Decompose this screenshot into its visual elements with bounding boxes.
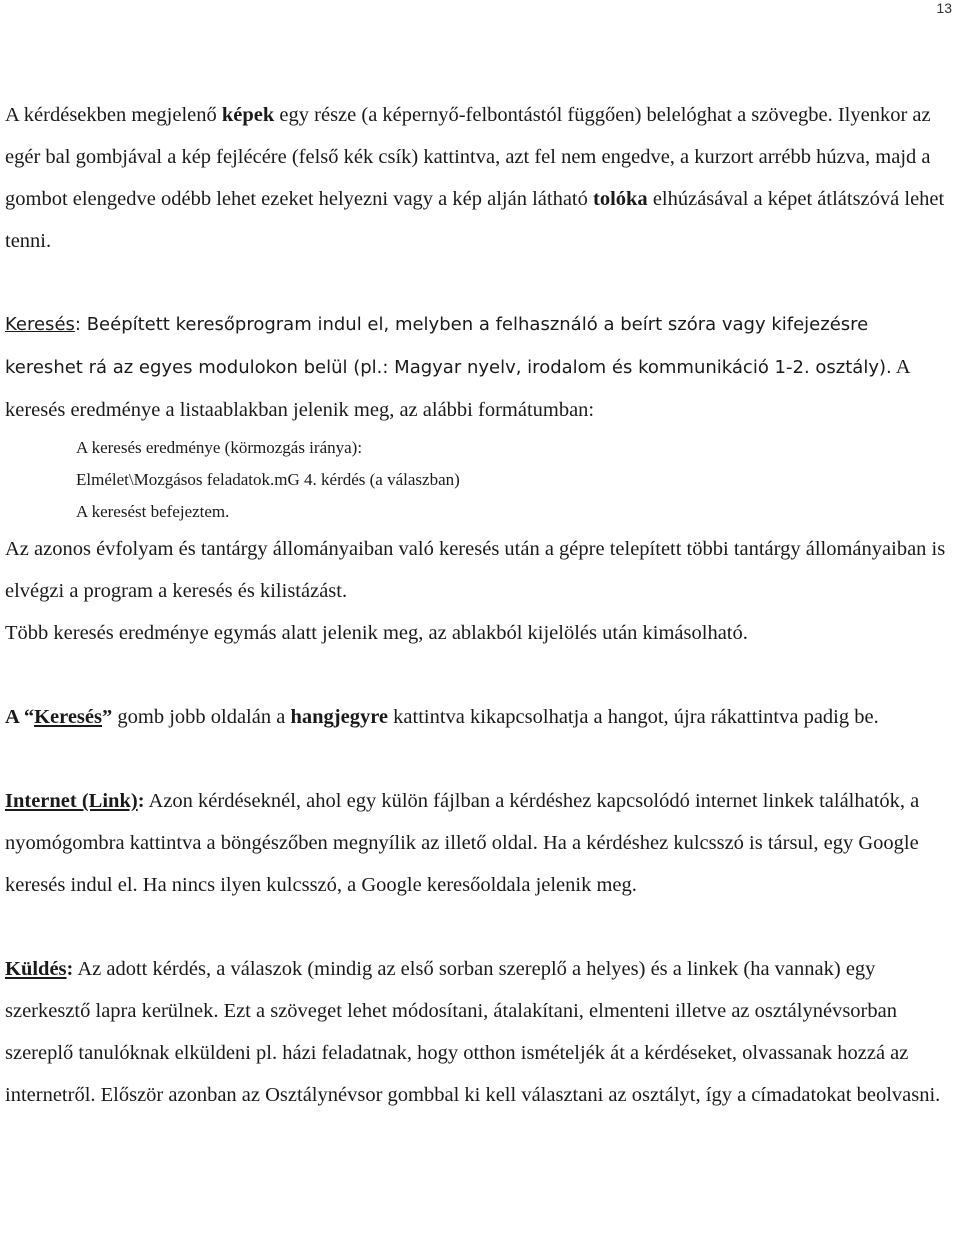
sound-paragraph: A “Keresés” gomb jobb oldalán a hangjegyre kattintva kikapcsolhatja a hangot, újra rákattintva padig be.: [5, 706, 879, 728]
search-other-subjects: Az azonos évfolyam és tantárgy állományaiban való keresés után a gépre telepített többi tantárgy állományaiban is elvégzi a program a keresés és kilistázást.: [5, 538, 946, 602]
result-line: Elmélet\Mozgásos feladatok.mG 4. kérdés (a válaszban): [76, 470, 460, 489]
document-body: [5, 94, 950, 1116]
keyword-note: hangjegyre: [290, 706, 389, 728]
search-heading: Keresés: [5, 314, 75, 335]
keyword-slider: tolóka: [593, 188, 648, 210]
page-number: 13: [936, 0, 952, 16]
images-paragraph: A kérdésekben megjelenő képek egy része (a képernyő-felbontástól függően) belelóghat a szövegbe. Ilyenkor az egér bal gombjával a kép fejlécére (felső kék csík) kattintva, azt fel nem engedve, a kurzort arrébb húzva, majd a gombot elengedve odébb lehet ezeket helyezni vagy a kép alján látható tolóka elhúzásával a képet átlátszóvá lehet tenni.: [5, 104, 945, 252]
internet-paragraph: Internet (Link): Azon kérdéseknél, ahol egy külön fájlban a kérdéshez kapcsolódó internet linkek találhatók, a nyomógombra kattintva a böngészőben megnyílik az illető oldal. Ha a kérdéshez kulcsszó is társul, egy Google keresés indul el. Ha nincs ilyen kulcsszó, a Google keresőoldala jelenik meg.: [5, 790, 920, 896]
result-line: A keresést befejeztem.: [76, 502, 230, 521]
search-button-ref: Keresés: [34, 706, 102, 728]
send-heading: Küldés: [5, 958, 67, 980]
send-paragraph: Küldés: Az adott kérdés, a válaszok (mindig az első sorban szereplő a helyes) és a linkek (ha vannak) egy szerkesztő lapra kerülnek. Ezt a szöveget lehet módosítani, átalakítani, elmenteni illetve az osztálynévsorban szereplő tanulóknak elküldeni pl. házi feladatnak, hogy otthon ismételjék át a kérdéseket, olvassanak hozzá az internetről. Először azonban az Osztálynévsor gombbal ki kell választani az osztályt, így a címadatokat beolvasni.: [5, 958, 941, 1106]
result-line: A keresés eredménye (körmozgás iránya):: [76, 438, 363, 457]
keyword-images: képek: [221, 104, 275, 126]
search-result-example: [76, 432, 950, 528]
search-paragraph: Keresés: Beépített keresőprogram indul el, melyben a felhasználó a beírt szóra vagy kifejezésre kereshet rá az egyes modulokon belül (pl.: Magyar nyelv, irodalom és kommunikáció 1-2. osztály). A keresés eredménye a listaablakban jelenik meg, az alábbi formátumban:: [5, 314, 910, 421]
internet-heading: Internet (Link): [5, 790, 138, 812]
search-multiple-results: Több keresés eredménye egymás alatt jelenik meg, az ablakból kijelölés után kimásolható.: [5, 622, 748, 644]
